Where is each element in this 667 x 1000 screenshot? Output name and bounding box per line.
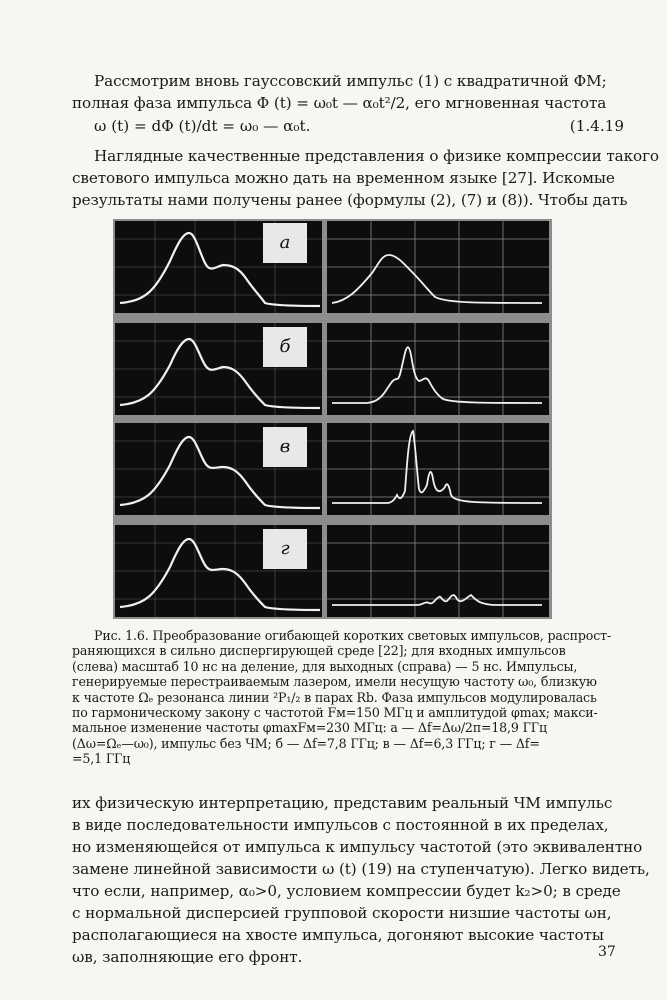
equation-1-4-19 [94,117,624,135]
equation-text: ω (t) = dΦ (t)/dt = ω₀ — α₀t. [94,117,311,135]
oscillogram-output-c [327,423,549,515]
text-line: Рассмотрим вновь гауссовский импульс (1) с квадратичной ФМ; [94,72,607,90]
text-line: в виде последовательности импульсов с постоянной в их пределах, [72,816,609,834]
text-line: их физическую интерпретацию, представим реальный ЧМ импульс [72,794,613,812]
page-number: 37 [598,944,616,960]
paragraph-top [72,70,624,114]
text-line: результаты нами получены ранее (формулы (2), (7) и (8)). Чтобы дать [72,191,628,209]
oscillogram-output-b [327,323,549,415]
caption-line: Рис. 1.6. Преобразование огибающей коротких световых импульсов, распрост- [94,628,612,643]
text-line: полная фаза импульса Φ (t) = ω₀t — α₀t²/2, его мгновенная частота [72,94,607,112]
panel-label-c: в [263,427,307,467]
text-line: замене линейной зависимости ω (t) (19) на ступенчатую). Легко видеть, [72,860,650,878]
figure-oscillograms [113,219,552,619]
caption-line: к частоте Ωₑ резонанса линии ²P₁/₂ в парах Rb. Фаза импульсов модулировалась [72,689,597,705]
caption-line: =5,1 ГГц [72,751,131,767]
text-line: что если, например, α₀>0, условием компрессии будет k₂>0; в среде [72,882,621,900]
equation-number: (1.4.19 [569,117,624,135]
figure-caption [72,628,624,767]
panel-label-a: а [263,223,307,263]
caption-line: (слева) масштаб 10 нс на деление, для выходных (справа) — 5 нс. Импульсы, [72,658,578,674]
text-line: Наглядные качественные представления о физике компрессии такого [94,147,659,165]
caption-line: генерируемые перестраиваемым лазером, имели несущую частоту ω₀, близкую [72,674,597,690]
text-line: располагающиеся на хвосте импульса, догоняют высокие частоты [72,926,604,944]
text-line: но изменяющейся от импульса к импульсу частотой (это эквивалентно [72,838,643,856]
panel-label-d: г [263,529,307,569]
text-line: светового импульса можно дать на временном языке [27]. Искомые [72,169,615,187]
paragraph-bottom [72,792,650,968]
text-line: с нормальной дисперсией групповой скорости низшие частоты ωн, [72,904,612,922]
caption-line: мальное изменение частоты φmaxFм=230 МГц: а — Δf=Δω/2π=18,9 ГГц [72,720,547,736]
paragraph-2 [72,145,659,211]
caption-line: (Δω=Ωₑ—ω₀), импульс без ЧМ; б — Δf=7,8 ГГц; в — Δf=6,3 ГГц; г — Δf= [72,735,540,751]
caption-line: раняющихся в сильно диспергирующей среде [22]; для входных импульсов [72,643,566,659]
oscillogram-output-d [327,525,549,617]
panel-label-b: б [263,327,307,367]
caption-line: по гармоническому закону с частотой Fм=150 МГц и амплитудой φmax; макси- [72,705,598,721]
text-line: ωв, заполняющие его фронт. [72,948,303,966]
oscillogram-output-a [327,221,549,313]
